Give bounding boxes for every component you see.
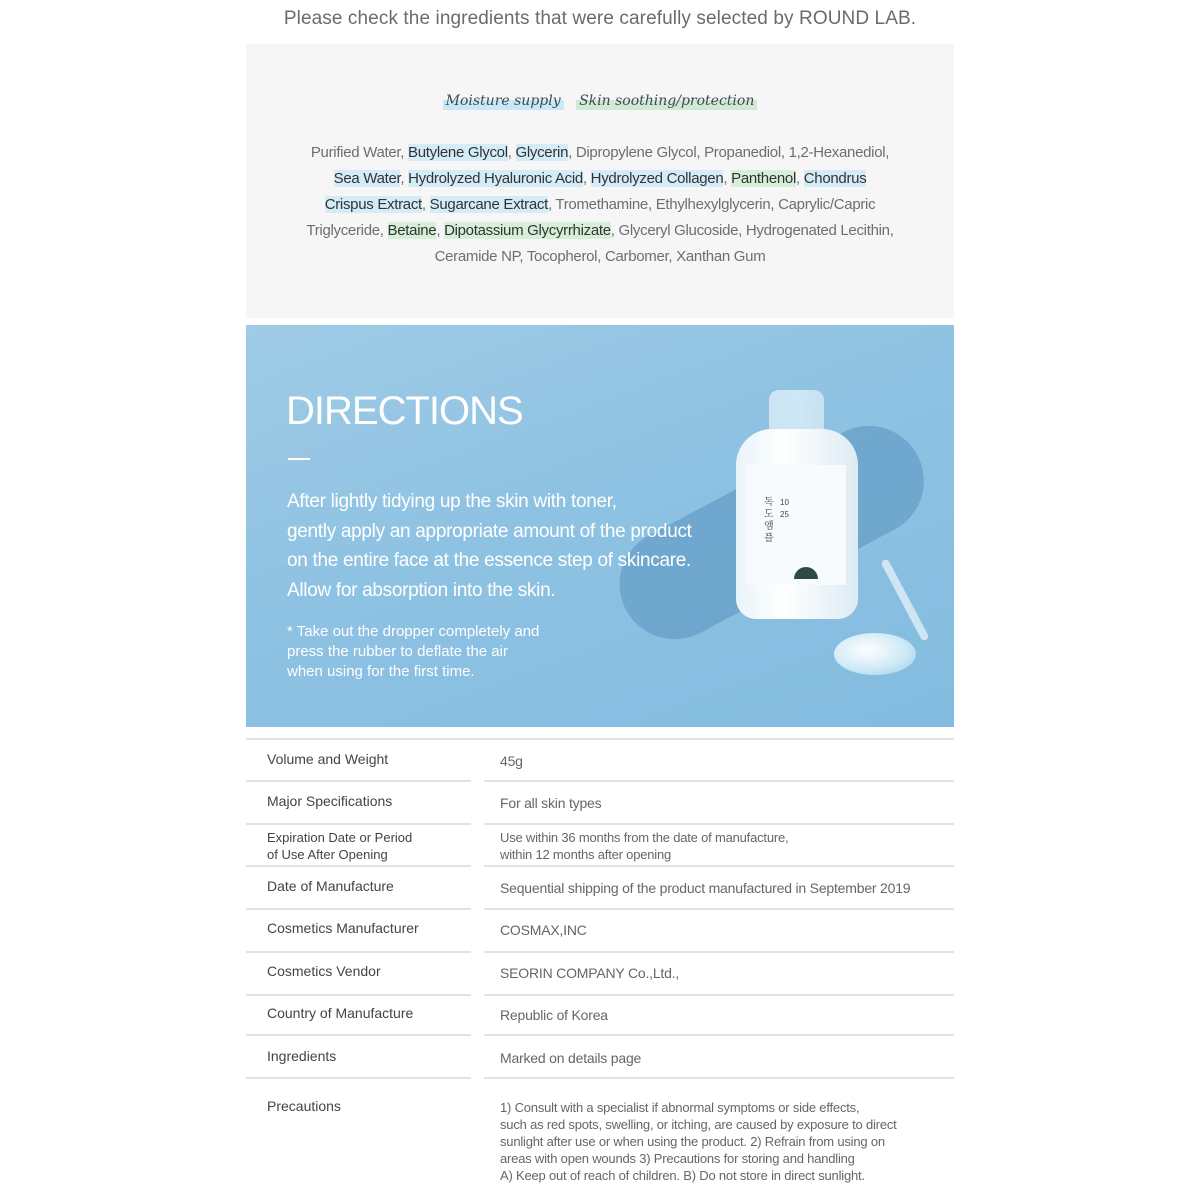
ingredient-soothing: Betaine	[387, 222, 437, 239]
value-line: areas with open wounds 3) Precautions for storing and handling	[500, 1151, 855, 1166]
ingredient-list	[298, 140, 902, 270]
serum-drop-image	[834, 633, 916, 675]
row-divider	[246, 780, 471, 782]
value-line: sunlight after use or when using the product. 2) Refrain from using on	[500, 1134, 885, 1149]
ingredient-separator: ,	[436, 222, 445, 239]
ingredient-text: , Dipropylene Glycol, Propanediol, 1,2-Hexanediol,	[568, 144, 890, 161]
row-divider	[246, 908, 471, 910]
ingredient-moisture: Sea Water	[333, 170, 401, 187]
spec-value-ingredients: Marked on details page	[500, 1050, 642, 1066]
ingredient-separator: ,	[723, 170, 732, 187]
note-line: when using for the first time.	[287, 663, 475, 680]
row-divider	[484, 1077, 954, 1079]
row-divider	[246, 951, 471, 953]
value-line: A) Keep out of reach of children. B) Do not store in direct sunlight.	[500, 1168, 865, 1183]
row-divider	[484, 951, 954, 953]
value-line: such as red spots, swelling, or itching, are caused by exposure to direct	[500, 1117, 897, 1132]
value-line: Use within 36 months from the date of manufacture,	[500, 830, 789, 845]
ingredient-line	[298, 166, 902, 192]
ingredient-text: Purified Water,	[310, 144, 409, 161]
ingredient-moisture: Sugarcane Extract	[429, 196, 548, 213]
spec-value-manufacturer: COSMAX,INC	[500, 922, 587, 938]
row-divider	[484, 780, 954, 782]
ingredient-text: , Glyceryl Glucoside, Hydrogenated Lecithin,	[610, 222, 894, 239]
bottle-label-korean-text: 독도앰플	[764, 497, 774, 544]
table-top-rule	[246, 738, 954, 740]
spec-label-manufacturer: Cosmetics Manufacturer	[267, 920, 419, 936]
row-divider	[484, 994, 954, 996]
value-line: 1) Consult with a specialist if abnormal symptoms or side effects,	[500, 1100, 860, 1115]
directions-line: on the entire face at the essence step of skincare.	[287, 550, 692, 571]
ingredient-soothing: Dipotassium Glycyrrhizate	[444, 222, 611, 239]
row-divider	[246, 823, 471, 825]
row-divider	[246, 1077, 471, 1079]
row-divider	[246, 865, 471, 867]
directions-line: Allow for absorption into the skin.	[287, 579, 556, 601]
ingredient-separator: ,	[582, 170, 591, 187]
label-line: of Use After Opening	[267, 847, 388, 862]
ingredient-text: Triglyceride,	[306, 222, 388, 239]
spec-label-precautions: Precautions	[267, 1098, 341, 1114]
row-divider	[484, 823, 954, 825]
spec-value-specifications: For all skin types	[500, 795, 602, 811]
row-divider	[246, 994, 471, 996]
spec-label-country: Country of Manufacture	[267, 1005, 414, 1021]
bottle-label-image	[746, 465, 846, 585]
ingredient-separator: ,	[421, 196, 430, 213]
spec-value-vendor: SEORIN COMPANY Co.,Ltd.,	[500, 965, 680, 981]
directions-line: gently apply an appropriate amount of the product	[287, 520, 692, 542]
intro-text: Please check the ingredients that were carefully selected by ROUND LAB.	[283, 8, 917, 29]
note-line: press the rubber to deflate the air	[287, 643, 508, 660]
ingredient-moisture: Crispus Extract	[324, 196, 422, 213]
spec-label-vendor: Cosmetics Vendor	[267, 963, 381, 979]
ingredient-moisture: Hydrolyzed Hyaluronic Acid	[408, 170, 583, 187]
directions-title: DIRECTIONS	[286, 389, 523, 433]
spec-value-volume: 45g	[500, 753, 523, 769]
ingredient-moisture: Butylene Glycol	[408, 144, 508, 161]
ingredient-separator: ,	[400, 170, 409, 187]
ingredient-text: , Tromethamine, Ethylhexylglycerin, Caprylic/Capric	[547, 196, 876, 213]
legend-soothing: Skin soothing/protection	[576, 92, 757, 110]
row-divider	[484, 908, 954, 910]
spec-label-specifications: Major Specifications	[267, 793, 393, 809]
value-line: within 12 months after opening	[500, 847, 672, 862]
spec-label-expiration	[267, 829, 412, 863]
label-line: Expiration Date or Period	[267, 830, 413, 845]
directions-body	[287, 487, 727, 605]
title-divider	[288, 458, 310, 460]
spec-value-precautions	[500, 1099, 930, 1184]
spec-label-ingredients: Ingredients	[267, 1048, 337, 1064]
ingredient-line	[298, 192, 902, 218]
spec-label-manufacture-date: Date of Manufacture	[267, 878, 394, 894]
ingredient-legend	[246, 92, 954, 110]
ingredient-separator: ,	[507, 144, 516, 161]
note-line: * Take out the dropper completely and	[287, 623, 540, 640]
ingredients-panel	[246, 44, 954, 318]
bottle-label-number: 1025	[780, 498, 789, 519]
row-divider	[484, 865, 954, 867]
ingredient-line	[298, 140, 902, 166]
directions-banner	[246, 325, 954, 727]
spec-value-expiration	[500, 829, 930, 863]
ingredient-line	[298, 218, 902, 244]
ingredient-moisture: Glycerin	[515, 144, 569, 161]
ingredient-moisture: Chondrus	[803, 170, 867, 187]
directions-note	[287, 622, 587, 682]
dropper-image	[880, 558, 929, 641]
directions-line: After lightly tidying up the skin with toner,	[287, 491, 617, 512]
row-divider	[246, 1034, 471, 1036]
spec-value-manufacture-date: Sequential shipping of the product manufactured in September 2019	[500, 880, 911, 896]
row-divider	[484, 1034, 954, 1036]
legend-moisture: Moisture supply	[443, 92, 564, 110]
ingredient-soothing: Panthenol	[731, 170, 796, 187]
ingredient-line: Ceramide NP, Tocopherol, Carbomer, Xanthan Gum	[434, 248, 766, 265]
ingredient-moisture: Hydrolyzed Collagen	[590, 170, 724, 187]
spec-label-volume: Volume and Weight	[267, 751, 389, 767]
spec-value-country: Republic of Korea	[500, 1007, 608, 1023]
ingredient-separator: ,	[796, 170, 804, 187]
